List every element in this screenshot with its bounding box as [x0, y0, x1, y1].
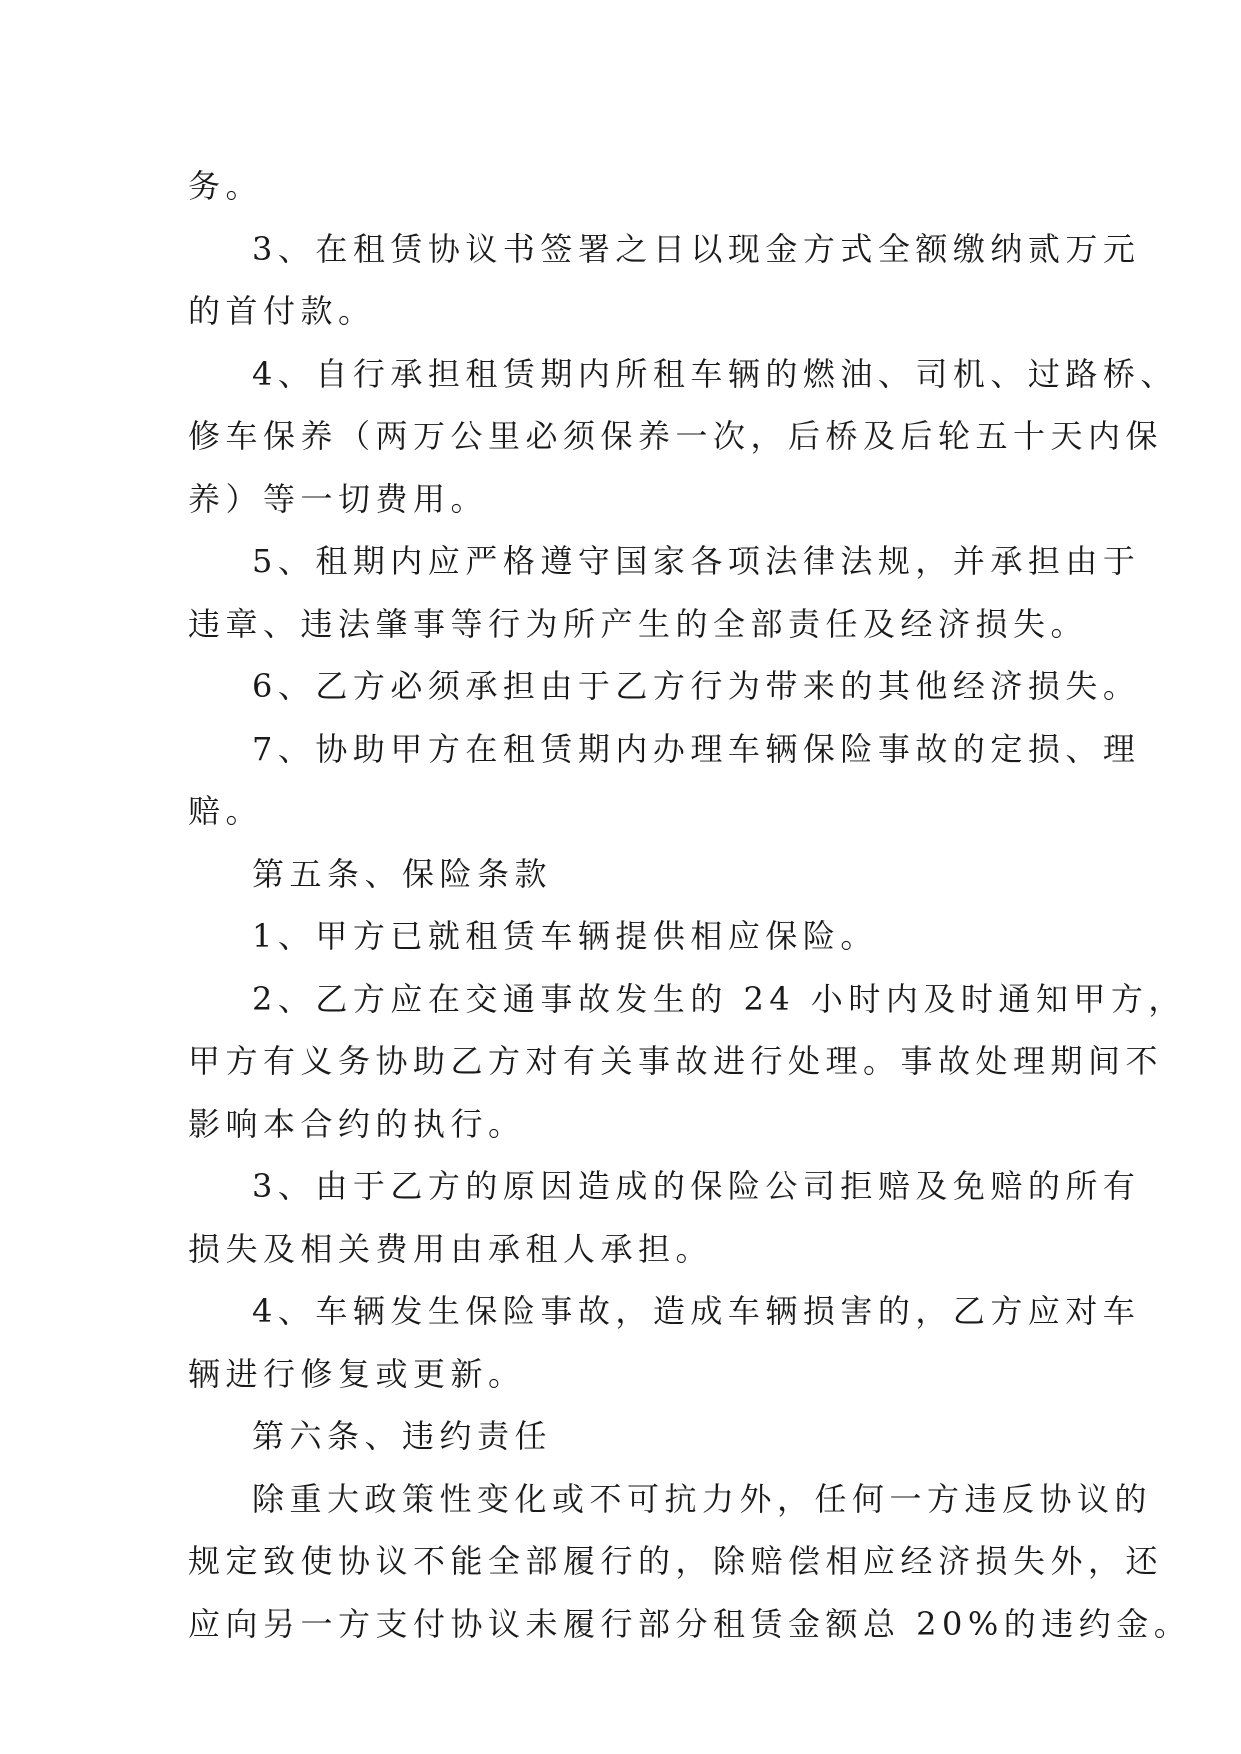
section-heading: 第五条、保险条款 [252, 854, 553, 893]
text-line: 3、由于乙方的原因造成的保险公司拒赔及免赔的所有 [252, 1167, 1141, 1205]
text-line: 4、车辆发生保险事故，造成车辆损害的，乙方应对车 [252, 1292, 1141, 1330]
text-line: 3、在租赁协议书签署之日以现金方式全额缴纳贰万元 [252, 229, 1141, 268]
text-line: 甲方有义务协助乙方对有关事故进行处理。事故处理期间不 [188, 1042, 1164, 1080]
text-line: 影响本合约的执行。 [188, 1104, 526, 1143]
text-line: 赔。 [188, 792, 264, 830]
text-line: 1、甲方已就租赁车辆提供相应保险。 [252, 917, 878, 955]
text-line: 规定致使协议不能全部履行的，除赔偿相应经济损失外，还 [188, 1542, 1164, 1580]
text-line: 修车保养（两万公里必须保养一次，后桥及后轮五十天内保 [188, 417, 1164, 455]
text-line: 7、协助甲方在租赁期内办理车辆保险事故的定损、理 [252, 729, 1141, 768]
text-line: 违章、违法肇事等行为所产生的全部责任及经济损失。 [188, 604, 1089, 643]
document-body [188, 155, 1192, 1655]
text-line: 辆进行修复或更新。 [188, 1354, 526, 1393]
text-line: 的首付款。 [188, 292, 376, 330]
text-line: 务。 [188, 167, 264, 205]
text-line: 应向另一方支付协议未履行部分租赁金额总 20%的违约金。 [188, 1604, 1192, 1643]
text-line: 损失及相关费用由承租人承担。 [188, 1229, 714, 1268]
text-line: 除重大政策性变化或不可抗力外，任何一方违反协议的 [252, 1479, 1153, 1518]
text-line: 2、乙方应在交通事故发生的 24 小时内及时通知甲方， [252, 979, 1186, 1018]
text-line: 6、乙方必须承担由于乙方行为带来的其他经济损失。 [252, 667, 1141, 705]
section-heading: 第六条、违约责任 [252, 1417, 553, 1455]
text-line: 养）等一切费用。 [188, 479, 489, 518]
text-line: 5、租期内应严格遵守国家各项法律法规，并承担由于 [252, 542, 1141, 580]
text-line: 4、自行承担租赁期内所租车辆的燃油、司机、过路桥、 [252, 354, 1178, 393]
